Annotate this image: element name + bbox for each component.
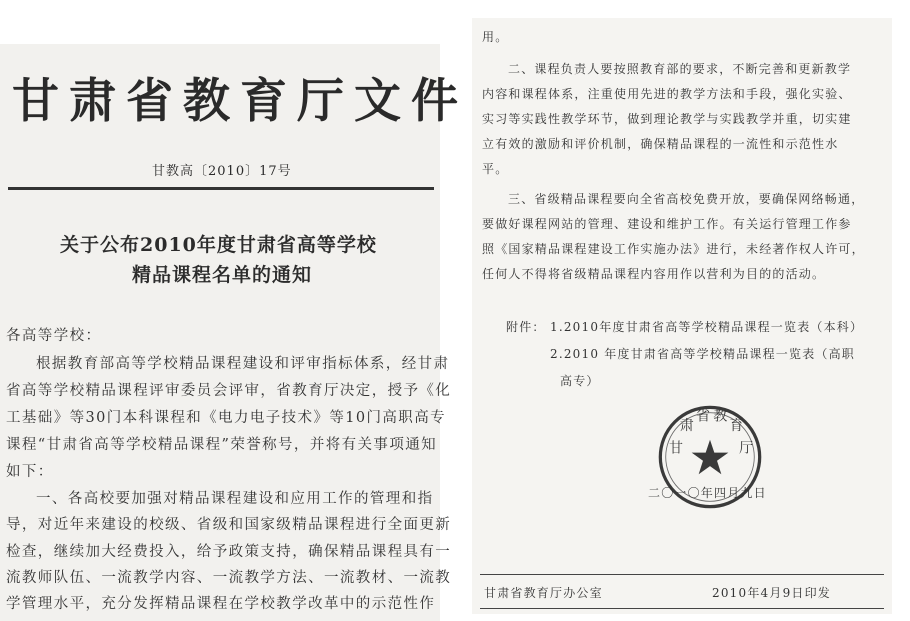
body-line: 内容和课程体系，注重使用先进的教学方法和手段，强化实验、 <box>482 87 852 101</box>
body-line: 学管理水平，充分发挥精品课程在学校教学改革中的示范性作 <box>6 596 436 612</box>
body-line: 三、省级精品课程要向全省高校免费开放，要确保网络畅通， <box>508 192 865 206</box>
header-rule <box>8 187 434 190</box>
body-line: 课程“甘肃省高等学校精品课程”荣誉称号，并将有关事项通知 <box>6 437 438 453</box>
body-line: 流教师队伍、一流教学内容、一流教学方法、一流教材、一流教 <box>6 570 452 586</box>
body-line: 用。 <box>482 30 509 44</box>
footer-rule-top <box>480 574 884 575</box>
salutation: 各高等学校： <box>6 328 102 344</box>
body-line: 任何人不得将省级精品课程内容用作以营利为目的的活动。 <box>482 267 826 281</box>
footer-rule-bottom <box>480 608 884 609</box>
letterhead: 甘肃省教育厅文件 <box>12 74 468 129</box>
body-line: 导，对近年来建设的校级、省级和国家级精品课程进行全面更新 <box>6 517 452 533</box>
doc-title-line-2: 精品课程名单的通知 <box>132 264 313 286</box>
left-page <box>0 44 468 621</box>
body-line: 省高等学校精品课程评审委员会评审，省教育厅决定，授予《化 <box>6 383 452 399</box>
attachment-item: 2.2010 年度甘肃省高等学校精品课程一览表（高职 <box>550 347 856 361</box>
body-line: 照《国家精品课程建设工作实施办法》进行，未经著作权人许可， <box>482 242 865 256</box>
body-line: 二、课程负责人要按照教育部的要求，不断完善和更新教学 <box>508 62 852 76</box>
svg-text:肃: 肃 <box>679 418 694 434</box>
attachments-label: 附件： <box>506 320 546 334</box>
right-page <box>472 18 892 614</box>
body-line: 检查，继续加大经费投入，给予政策支持，确保精品课程具有一 <box>6 544 452 560</box>
body-line: 平。 <box>482 162 509 176</box>
doc-title-line-1: 关于公布2010年度甘肃省高等学校 <box>60 234 377 256</box>
attachment-item: 1.2010年度甘肃省高等学校精品课程一览表（本科） <box>550 320 864 334</box>
doc-number: 甘教高〔2010〕17号 <box>152 164 292 179</box>
body-line: 工基础》等30门本科课程和《电力电子技术》等10门高职高专 <box>6 410 446 426</box>
body-line: 要做好课程网站的管理、建设和维护工作。有关运行管理工作参 <box>482 217 852 231</box>
footer-office: 甘肃省教育厅办公室 <box>484 586 603 600</box>
body-line: 一、各高校要加强对精品课程建设和应用工作的管理和指 <box>36 491 434 507</box>
svg-text:教: 教 <box>713 408 728 425</box>
signature-date: 二〇一〇年四月九日 <box>648 486 767 500</box>
svg-text:省: 省 <box>695 408 710 425</box>
svg-text:育: 育 <box>729 418 744 434</box>
svg-text:甘: 甘 <box>668 440 683 457</box>
body-line: 实习等实践性教学环节，做到理论教学与实践教学并重，切实建 <box>482 112 852 126</box>
body-line: 根据教育部高等学校精品课程建设和评审指标体系，经甘肃 <box>36 356 450 372</box>
attachment-continuation: 高专） <box>560 374 600 388</box>
body-line: 立有效的激励和评价机制，确保精品课程的一流性和示范性水 <box>482 137 839 151</box>
svg-text:厅: 厅 <box>739 440 754 457</box>
body-line: 如下： <box>6 464 54 480</box>
footer-print-date: 2010年4月9日印发 <box>712 586 832 600</box>
